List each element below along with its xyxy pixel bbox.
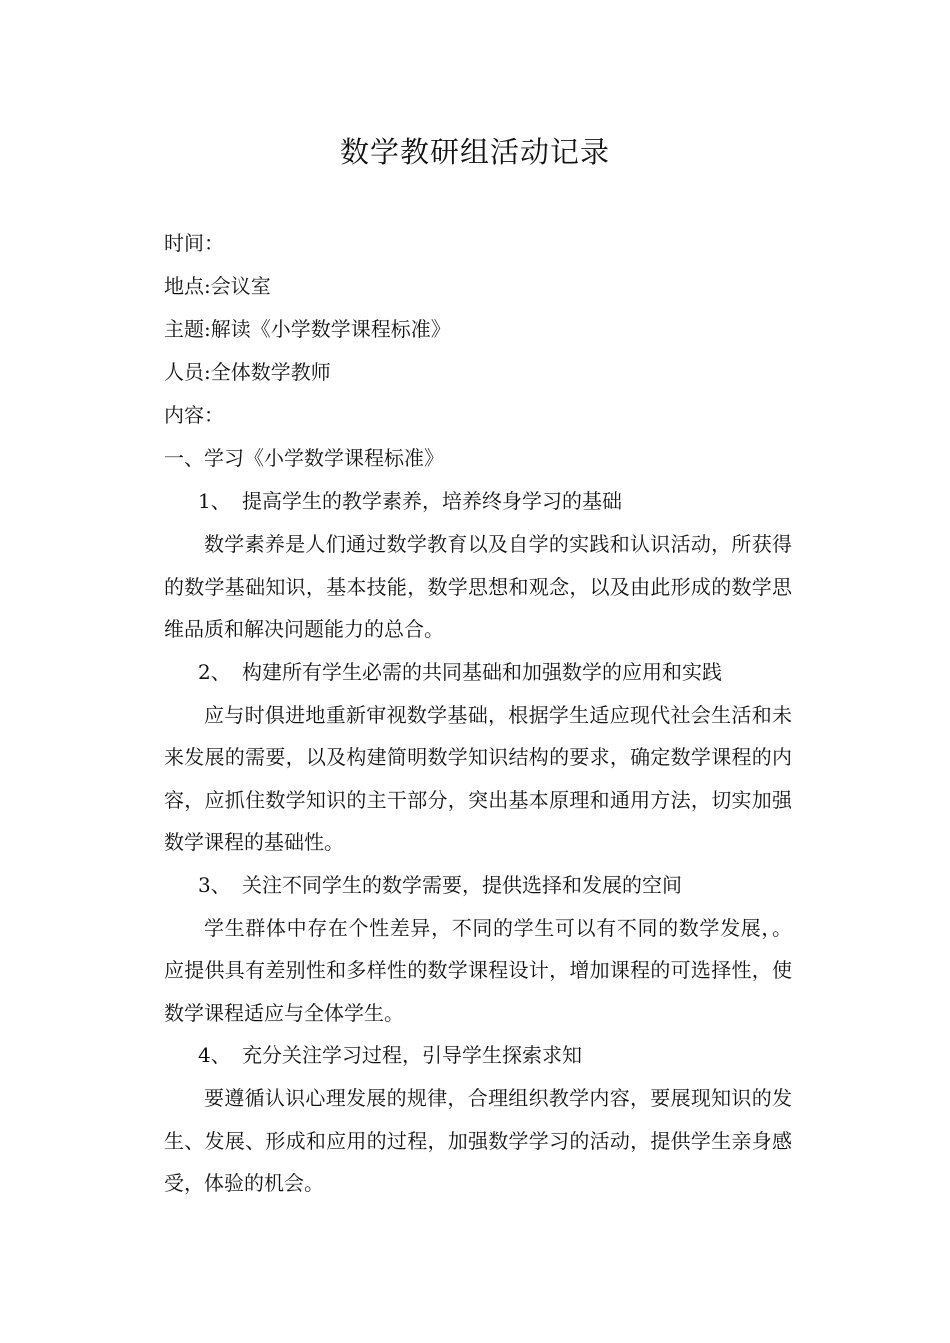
document-title: 数学教研组活动记录 [339,135,610,169]
item-paragraph-3: 学生群体中存在个性差异，不同的学生可以有不同的数学发展，。应提供具有差别性和多样性的数学课程设计，增加课程的可选择性，使数学课程适应与全体学生。 [164,915,792,1025]
item-heading-1 [164,480,792,523]
meta-theme: 主题:解读《小学数学课程标准》 [164,317,451,341]
item-number: 1、 [198,489,231,513]
meta-content: 内容： [164,403,224,427]
item-paragraph-1: 数学素养是人们通过数学教育以及自学的实践和认识活动，所获得的数学基础知识，基本技能，数学思想和观念，以及由此形成的数学思维品质和解决问题能力的总合。 [164,532,792,641]
item-number: 3、 [198,872,231,897]
item-heading-2 [164,651,792,694]
document-body [164,222,792,1205]
meta-people: 人员:全体数学教师 [164,360,331,384]
meta-time: 时间： [164,231,224,255]
item-heading-4 [164,1034,792,1077]
item-number: 2、 [198,659,231,684]
item-heading-text: 提高学生的教学素养，培养终身学习的基础 [242,489,622,513]
item-number: 4、 [198,1043,231,1067]
item-heading-3 [164,864,792,907]
section-heading: 一、学习《小学数学课程标准》 [164,446,444,470]
meta-place: 地点:会议室 [164,274,271,298]
item-heading-text: 构建所有学生必需的共同基础和加强数学的应用和实践 [242,659,722,684]
item-paragraph-2: 应与时俱进地重新审视数学基础，根据学生适应现代社会生活和未来发展的需要，以及构建简明数学知识结构的要求，确定数学课程的内容，应抓住数学知识的主干部分，突出基本原理和通用方法，切实加强数学课程的基础性。 [164,702,792,854]
item-heading-text: 充分关注学习过程，引导学生探索求知 [242,1043,582,1067]
item-heading-text: 关注不同学生的数学需要，提供选择和发展的空间 [242,872,682,897]
item-paragraph-4: 要遵循认识心理发展的规律，合理组织教学内容，要展现知识的发生、发展、形成和应用的过程，加强数学学习的活动，提供学生亲身感受，体验的机会。 [164,1086,792,1195]
